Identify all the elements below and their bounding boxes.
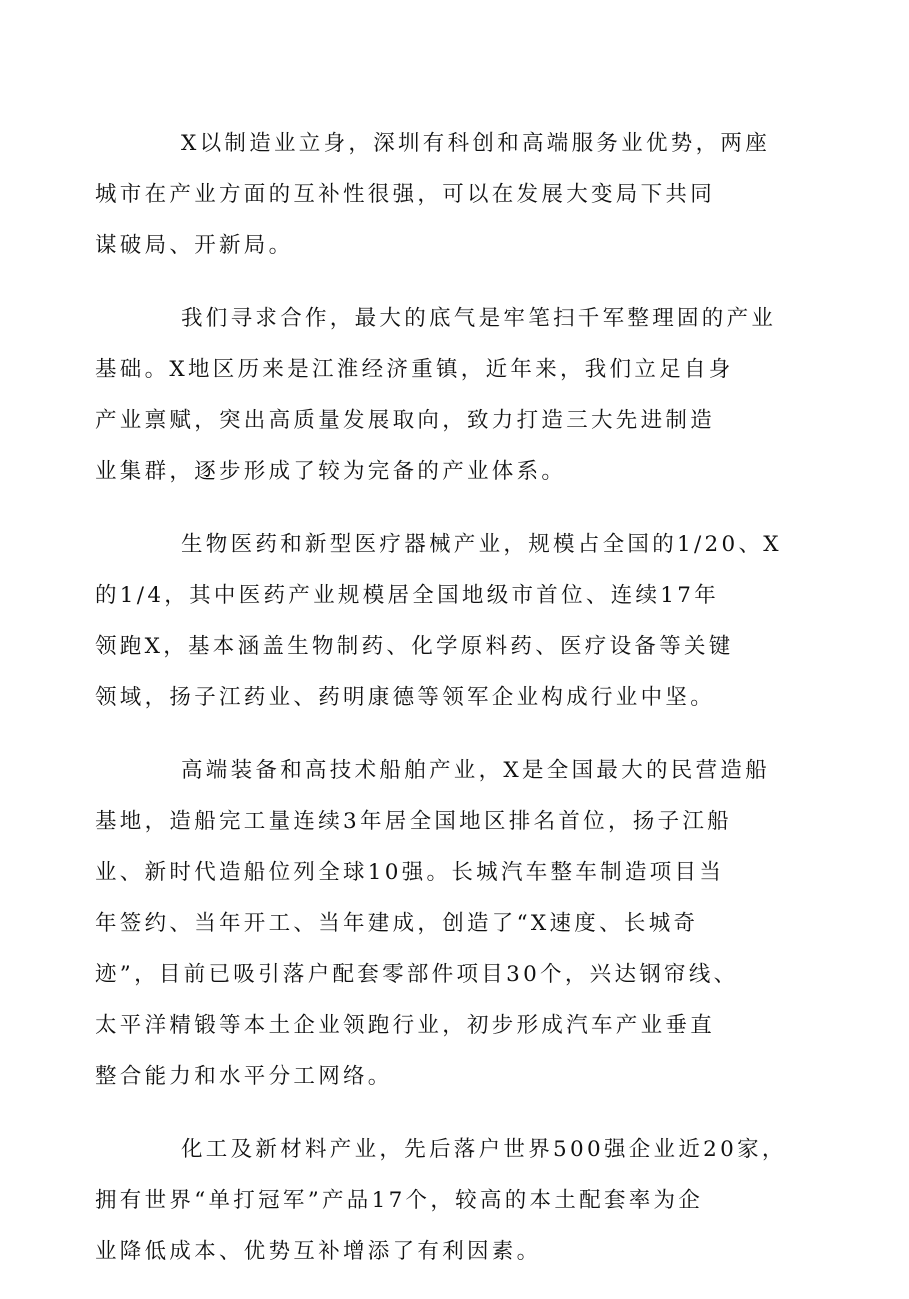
- paragraph-line: 生物医药和新型医疗器械产业，规模占全国的1/20、X: [181, 532, 782, 557]
- paragraph-4: [95, 745, 818, 1102]
- document-page: [95, 118, 818, 1299]
- paragraph-line: 化工及新材料产业，先后落户世界500强企业近20家，: [181, 1137, 787, 1162]
- paragraph-1: [95, 118, 818, 271]
- paragraph-line: 产业禀赋，突出高质量发展取向，致力打造三大先进制造: [95, 408, 716, 433]
- paragraph-line: 城市在产业方面的互补性很强，可以在发展大变局下共同: [95, 182, 716, 207]
- paragraph-3: [95, 519, 818, 723]
- paragraph-line: 整合能力和水平分工网络。: [95, 1064, 393, 1089]
- paragraph-line: 高端装备和高技术船舶产业，X是全国最大的民营造船: [181, 758, 771, 783]
- paragraph-line: 的1/4，其中医药产业规模居全国地级市首位、连续17年: [95, 583, 720, 608]
- paragraph-line: 业降低成本、优势互补增添了有利因素。: [95, 1239, 542, 1264]
- paragraph-5: [95, 1124, 818, 1277]
- paragraph-2: [95, 293, 818, 497]
- paragraph-line: 年签约、当年开工、当年建成，创造了“X速度、长城奇: [95, 911, 699, 936]
- paragraph-line: 基础。X地区历来是江淮经济重镇，近年来，我们立足自身: [95, 357, 734, 382]
- paragraph-line: 领域，扬子江药业、药明康德等领军企业构成行业中坚。: [95, 685, 716, 710]
- paragraph-line: 太平洋精锻等本土企业领跑行业，初步形成汽车产业垂直: [95, 1013, 716, 1038]
- paragraph-line: 业集群，逐步形成了较为完备的产业体系。: [95, 459, 567, 484]
- paragraph-line: 基地，造船完工量连续3年居全国地区排名首位，扬子江船: [95, 809, 732, 834]
- paragraph-line: 拥有世界“单打冠军”产品17个，较高的本土配套率为企: [95, 1188, 704, 1213]
- paragraph-line: 业、新时代造船位列全球10强。长城汽车整车制造项目当: [95, 860, 725, 885]
- paragraph-line: 领跑X，基本涵盖生物制药、化学原料药、医疗设备等关键: [95, 634, 734, 659]
- paragraph-line: 谋破局、开新局。: [95, 233, 294, 258]
- paragraph-line: X以制造业立身，深圳有科创和高端服务业优势，两座: [181, 131, 771, 156]
- paragraph-line: 迹”，目前已吸引落户配套零部件项目30个，兴达钢帘线、: [95, 962, 739, 987]
- paragraph-line: 我们寻求合作，最大的底气是牢笔扫千军整理固的产业: [181, 306, 777, 331]
